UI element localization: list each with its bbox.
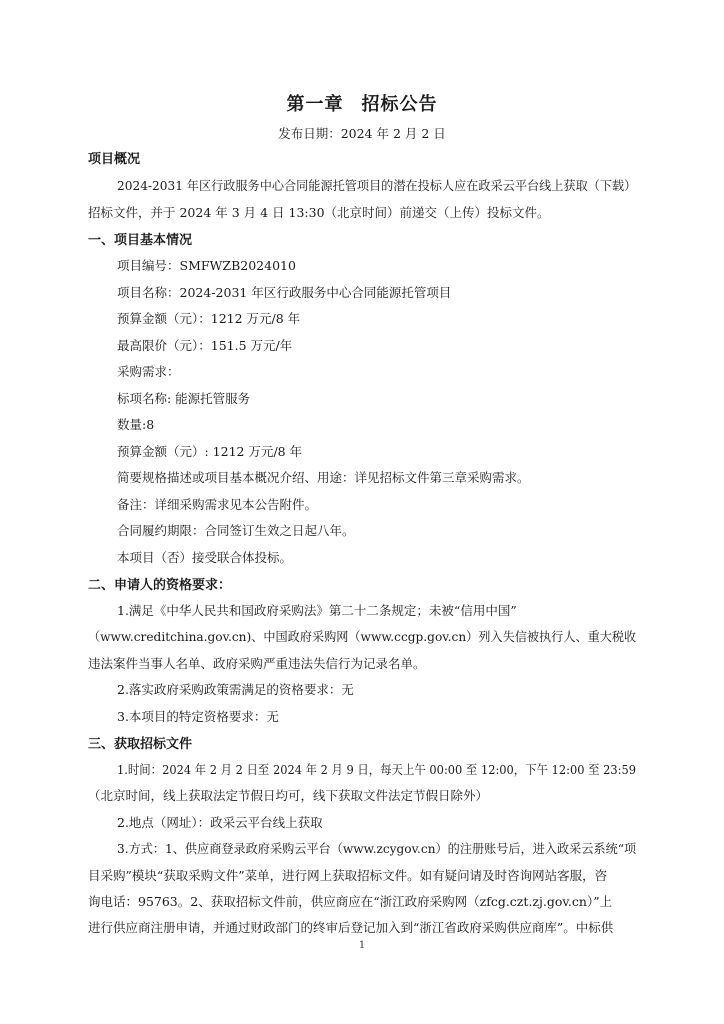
qualification-1-line-1: 1.满足《中华人民共和国政府采购法》第二十二条规定；未被“信用中国” xyxy=(117,603,517,618)
section-1-heading: 一、项目基本情况 xyxy=(88,233,193,248)
project-name: 项目名称：2024-2031 年区行政服务中心合同能源托管项目 xyxy=(117,285,452,300)
section-2-heading: 二、申请人的资格要求： xyxy=(88,578,232,593)
budget-amount: 预算金额（元）：1212 万元/8 年 xyxy=(117,311,301,326)
project-number: 项目编号：SMFWZB2024010 xyxy=(117,258,296,273)
obtain-method-line-3: 询电话：95763。2、获取招标文件前，供应商应在“浙江政府采购网（zfcg.czt.zj.gov.cn）”上 xyxy=(88,894,613,909)
qualification-3: 3.本项目的特定资格要求：无 xyxy=(117,709,279,724)
lot-budget: 预算金额（元）: 1212 万元/8 年 xyxy=(117,444,303,459)
remarks: 备注：详细采购需求见本公告附件。 xyxy=(117,497,318,512)
obtain-method-line-2: 目采购”模块“获取采购文件”菜单，进行网上获取招标文件。如有疑问请及时咨询网站客服，咨 xyxy=(88,868,608,883)
obtain-time-line-2: （北京时间，线上获取法定节假日均可，线下获取文件法定节假日除外） xyxy=(88,788,489,803)
page-number: 1 xyxy=(358,940,366,951)
chapter-number: 第一章 xyxy=(286,94,344,115)
chapter-title xyxy=(0,90,724,116)
consortium-bidding: 本项目（否）接受联合体投标。 xyxy=(117,550,293,565)
quantity: 数量:8 xyxy=(117,417,155,432)
section-3-heading: 三、获取招标文件 xyxy=(88,737,193,752)
obtain-method-line-1: 3.方式：1、供应商登录政府采购云平台（www.zcygov.cn）的注册账号后，进入政采云系统“项 xyxy=(117,841,637,856)
overview-text-line-1: 2024-2031 年区行政服务中心合同能源托管项目的潜在投标人应在政采云平台线上获取（下载） xyxy=(117,178,637,193)
overview-heading: 项目概况 xyxy=(88,152,141,167)
obtain-location: 2.地点（网址）：政采云平台线上获取 xyxy=(117,815,323,830)
max-price: 最高限价（元）：151.5 万元/年 xyxy=(117,338,293,353)
qualification-1-line-2: （www.creditchina.gov.cn)、中国政府采购网（www.ccgp.gov.cn）列入失信被执行人、重大税收 xyxy=(88,629,637,644)
qualification-1-line-3: 违法案件当事人名单、政府采购严重违法失信行为记录名单。 xyxy=(88,656,426,671)
overview-text-line-2: 招标文件，并于 2024 年 3 月 4 日 13:30（北京时间）前递交（上传）投标文件。 xyxy=(88,205,550,220)
publish-date: 发布日期：2024 年 2 月 2 日 xyxy=(278,126,446,141)
chapter-name: 招标公告 xyxy=(361,94,438,115)
contract-period: 合同履约期限：合同签订生效之日起八年。 xyxy=(117,523,355,538)
procurement-needs: 采购需求： xyxy=(117,364,180,379)
spec-description: 简要规格描述或项目基本概况介绍、用途：详见招标文件第三章采购需求。 xyxy=(117,470,530,485)
lot-name: 标项名称: 能源托管服务 xyxy=(117,391,251,406)
obtain-method-line-4: 进行供应商注册申请，并通过财政部门的终审后登记加入到“浙江省政府采购供应商库”。中标供 xyxy=(88,920,614,935)
qualification-2: 2.落实政府采购政策需满足的资格要求：无 xyxy=(117,682,354,697)
obtain-time-line-1: 1.时间：2024 年 2 月 2 日至 2024 年 2 月 9 日，每天上午 00:00 至 12:00，下午 12:00 至 23:59 xyxy=(117,762,636,777)
